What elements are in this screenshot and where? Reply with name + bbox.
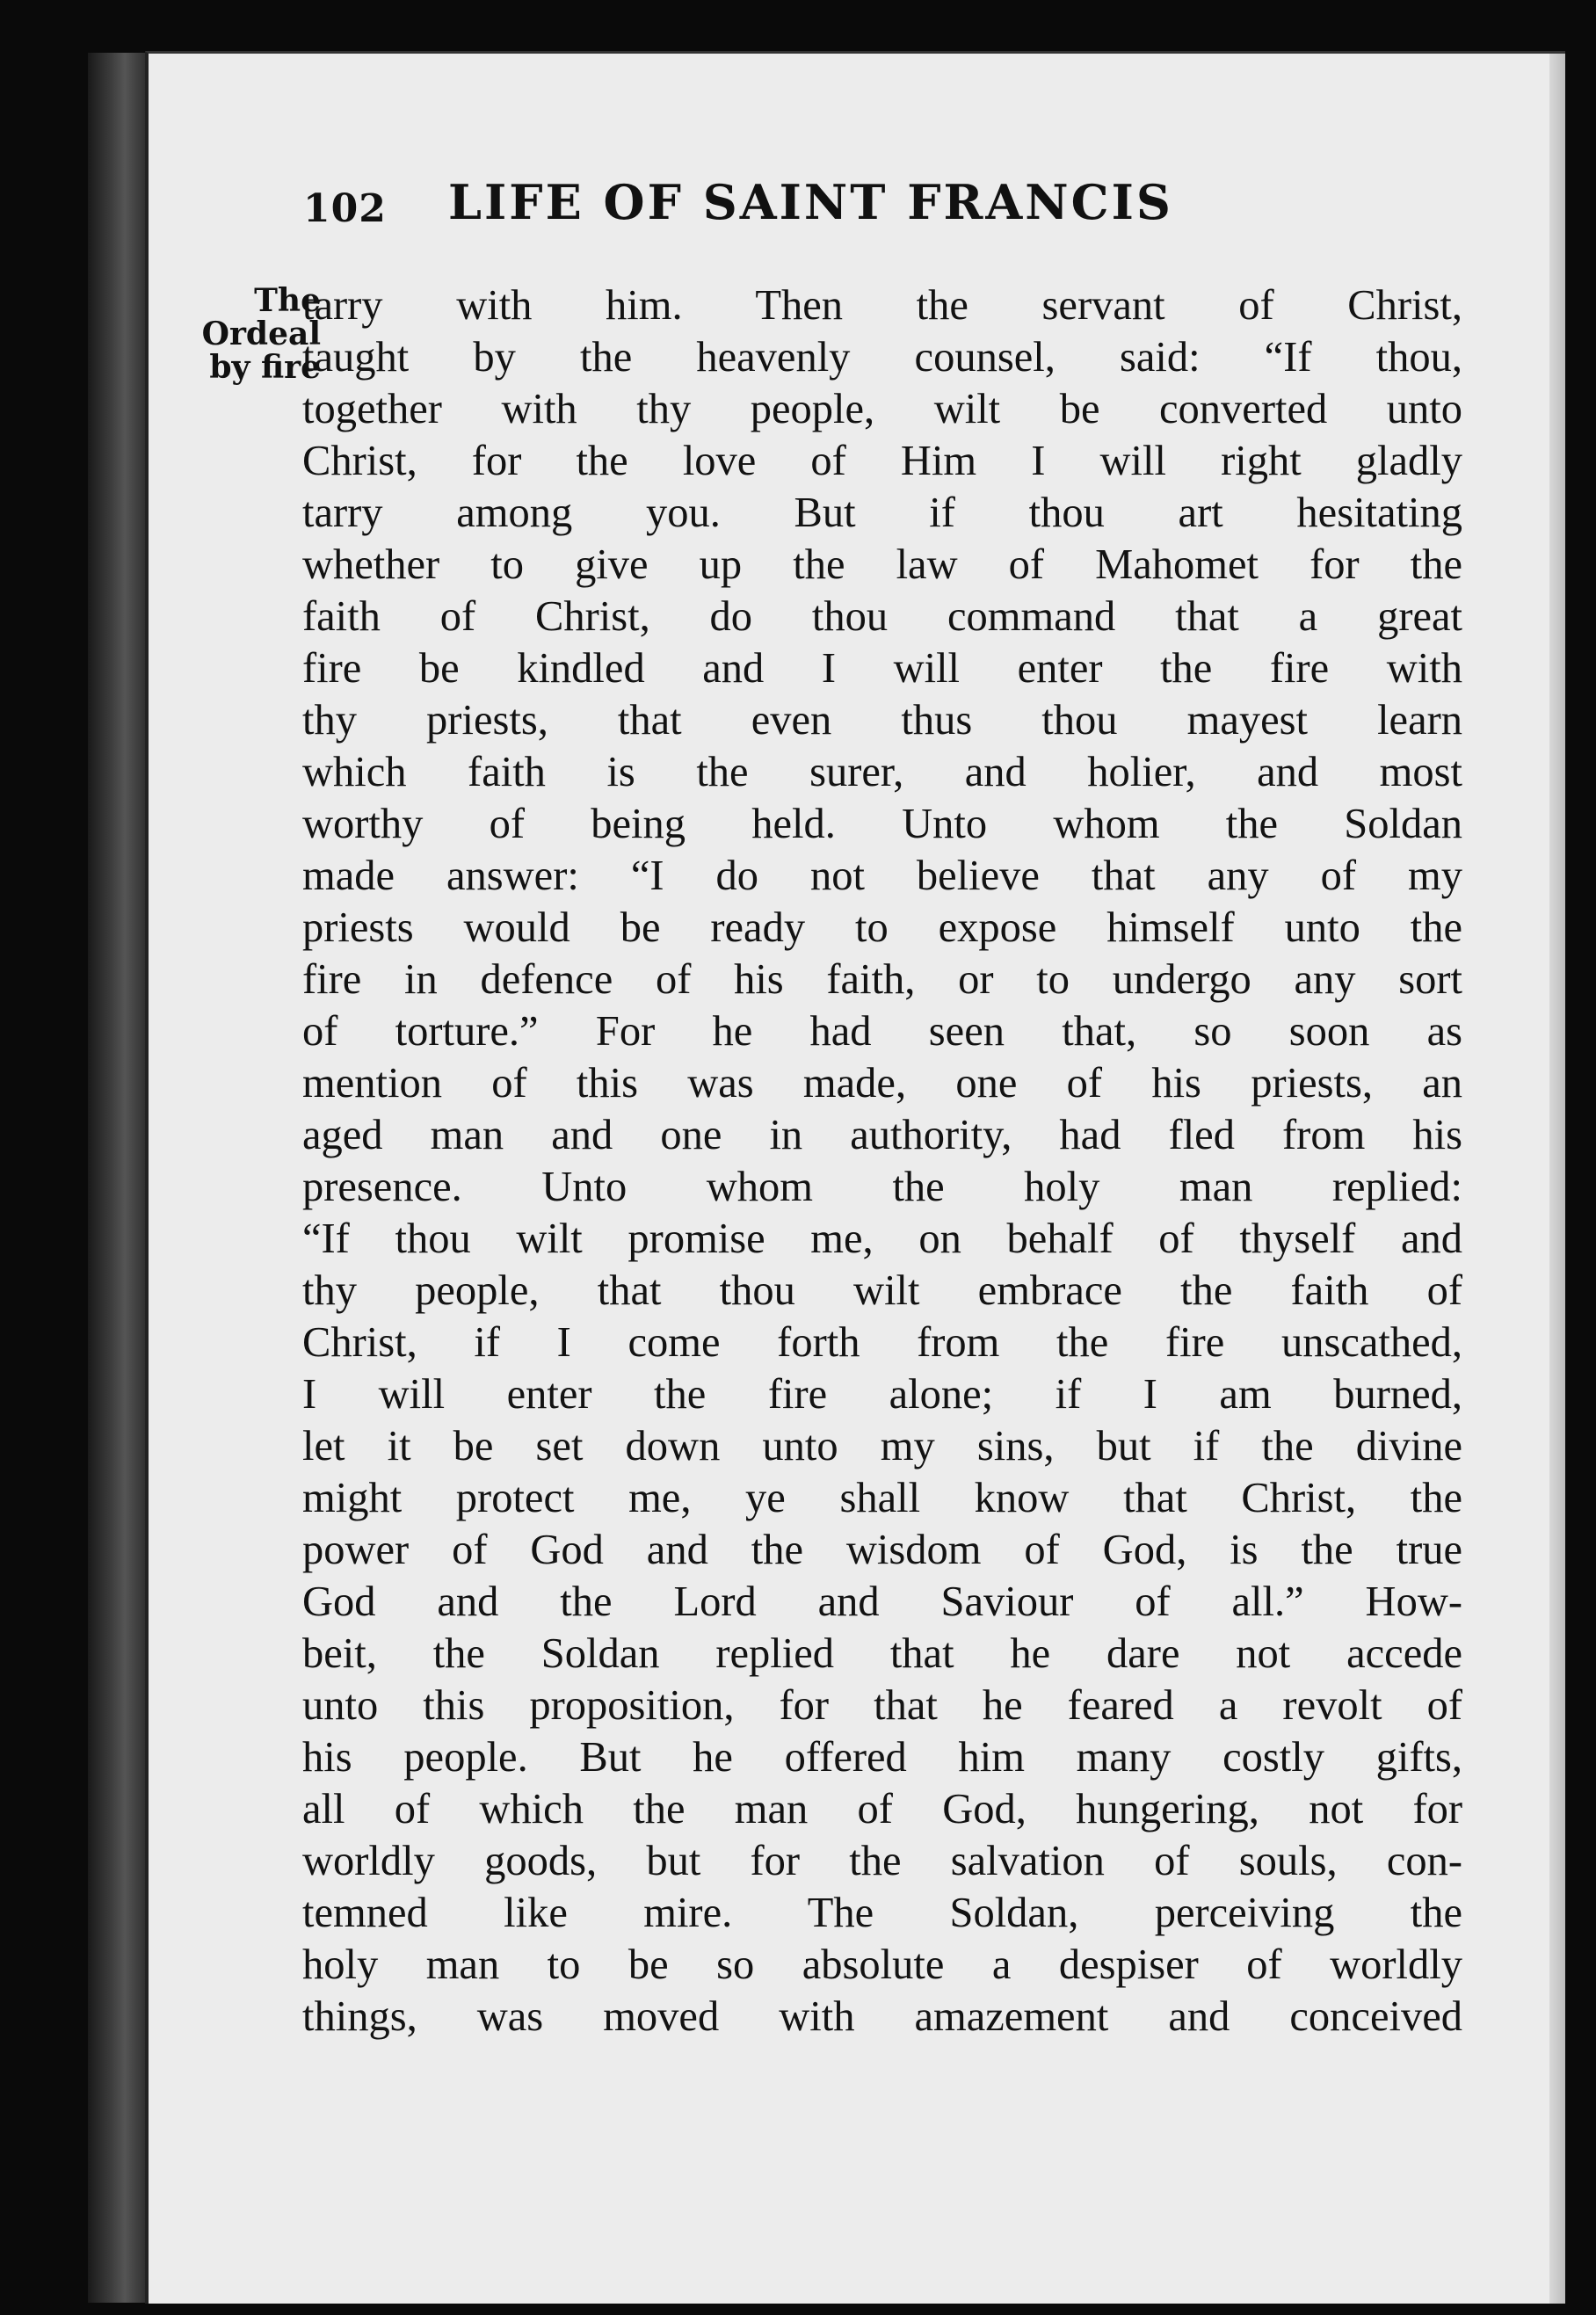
text-line: of torture.” For he had seen that, so soon as [302,1008,1462,1055]
text-line: holy man to be so absolute a despiser of worldly [302,1941,1462,1988]
sidenote-line: by fire [209,349,321,386]
text-line: beit, the Soldan replied that he dare not accede [302,1630,1462,1677]
text-line: thy people, that thou wilt embrace the faith of [302,1267,1462,1314]
running-title: LIFE OF SAINT FRANCIS [448,174,1173,230]
text-line: his people. But he offered him many costly gifts, [302,1734,1462,1781]
text-line: “If thou wilt promise me, on behalf of thyself and [302,1216,1462,1262]
text-line: Christ, if I come forth from the fire unscathed, [302,1319,1462,1366]
text-line: tarry among you. But if thou art hesitating [302,490,1462,536]
text-line: temned like mire. The Soldan, perceiving the [302,1890,1462,1936]
text-line: which faith is the surer, and holier, and most [302,749,1462,795]
page-header [303,167,1463,237]
text-line: might protect me, ye shall know that Christ, the [302,1475,1462,1521]
sidenote-line: The [254,282,321,319]
text-line: together with thy people, wilt be converted unto [302,386,1462,432]
text-line: made answer: “I do not believe that any of my [302,853,1462,899]
page-number: 102 [303,186,387,231]
text-line: worthy of being held. Unto whom the Soldan [302,801,1462,847]
text-line: priests would be ready to expose himself unto the [302,904,1462,951]
text-line: worldly goods, but for the salvation of souls, con- [302,1838,1462,1884]
book-binding [88,53,149,2303]
text-line: fire in defence of his faith, or to undergo any sort [302,956,1462,1003]
text-line: faith of Christ, do thou command that a great [302,593,1462,640]
text-line: whether to give up the law of Mahomet for the [302,541,1462,588]
text-line: power of God and the wisdom of God, is the true [302,1527,1462,1573]
text-line: Christ, for the love of Him I will right gladly [302,438,1462,484]
text-line: I will enter the fire alone; if I am burned, [302,1371,1462,1418]
text-line: aged man and one in authority, had fled from his [302,1112,1462,1158]
text-line: tarry with him. Then the servant of Christ, [302,282,1462,329]
text-line: presence. Unto whom the holy man replied: [302,1164,1462,1210]
text-line: taught by the heavenly counsel, said: “If thou, [302,334,1462,381]
sidenote-line: Ordeal [201,316,321,352]
text-line: fire be kindled and I will enter the fire with [302,645,1462,692]
page-edge [1549,54,1565,2304]
text-line: God and the Lord and Saviour of all.” How- [302,1578,1462,1625]
text-line: mention of this was made, one of his priests, an [302,1060,1462,1107]
margin-sidenote [119,284,321,384]
text-line: all of which the man of God, hungering, not for [302,1786,1462,1832]
body-text [302,279,1462,2043]
text-line: unto this proposition, for that he feared a revolt of [302,1682,1462,1729]
text-line: thy priests, that even thus thou mayest learn [302,697,1462,744]
text-line: let it be set down unto my sins, but if the divine [302,1423,1462,1470]
text-line: things, was moved with amazement and conceived [302,1993,1462,2040]
